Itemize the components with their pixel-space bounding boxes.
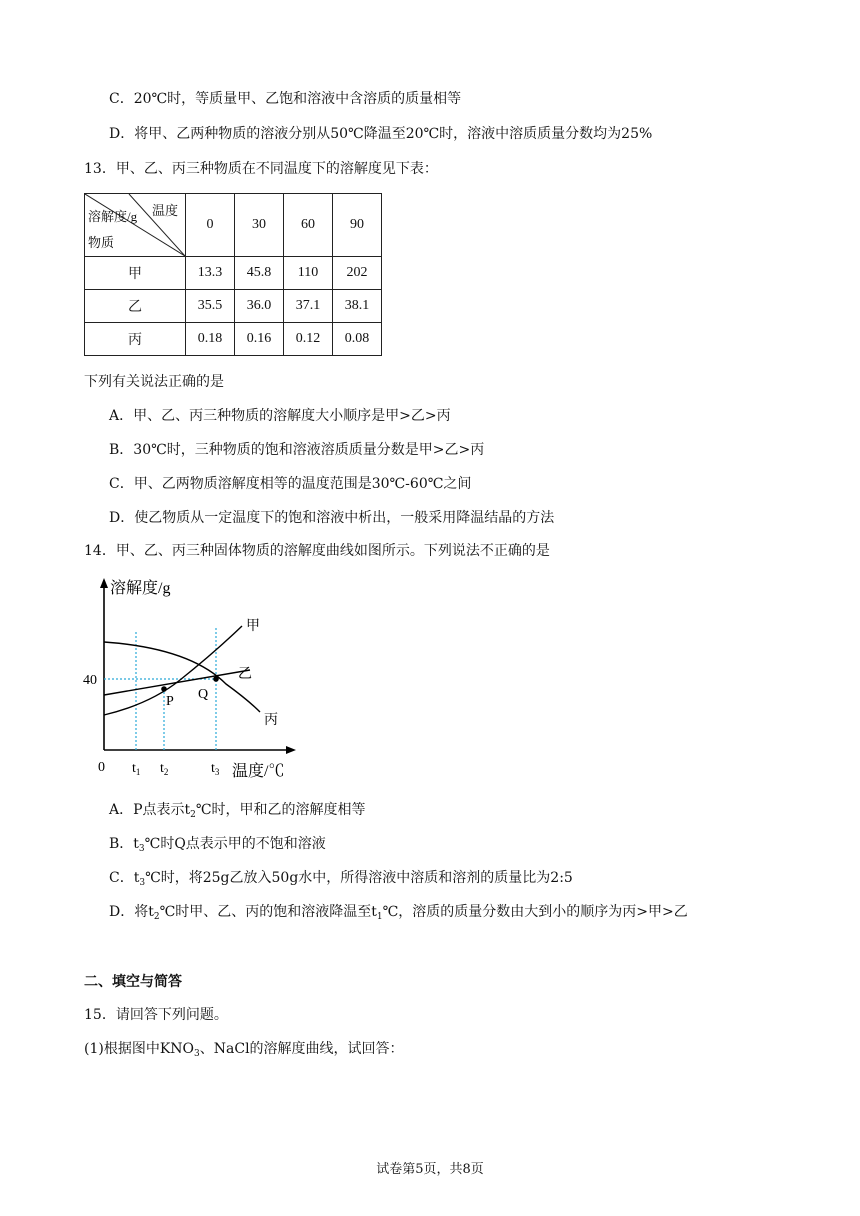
q13-option-d: D．使乙物质从一定温度下的饱和溶液中析出，一般采用降温结晶的方法 xyxy=(109,510,555,526)
q12-option-c: C．20℃时，等质量甲、乙饱和溶液中含溶质的质量相等 xyxy=(109,91,462,107)
curve-bing xyxy=(104,642,260,712)
q14-option-d: D．将$t_2℃$时甲、乙、丙的饱和溶液降温至$t_1℃$，溶质的质量分数由大到小的顺序为丙>甲>乙 xyxy=(109,904,688,922)
series-label-jia: 甲 xyxy=(246,619,260,634)
x-axis-label: 温度/℃ xyxy=(232,763,285,780)
table-cell: 36.0 xyxy=(235,290,284,323)
series-label-yi: 乙 xyxy=(238,667,252,682)
substance-name: 丙 xyxy=(85,323,186,356)
q13-option-b: B．30℃时，三种物质的饱和溶液溶质质量分数是甲>乙>丙 xyxy=(109,442,485,458)
temp-header: 60 xyxy=(284,194,333,257)
x-tick-t2: $t_2$ xyxy=(160,761,169,777)
solubility-curve-chart xyxy=(80,572,310,782)
q14-option-b: B．$t_3℃$时Q点表示甲的不饱和溶液 xyxy=(109,836,326,854)
temp-header: 0 xyxy=(186,194,235,257)
origin-label: 0 xyxy=(98,760,105,775)
x-tick-t3: $t_3$ xyxy=(211,761,220,777)
table-corner-cell xyxy=(85,194,186,257)
table-header-row xyxy=(85,194,382,257)
q13-option-c: C．甲、乙两物质溶解度相等的温度范围是30℃-60℃之间 xyxy=(109,476,472,492)
series-label-bing: 丙 xyxy=(264,713,278,728)
table-cell: 38.1 xyxy=(333,290,382,323)
page-footer: 试卷第5页，共8页 xyxy=(376,1162,484,1177)
table-row xyxy=(85,257,382,290)
q15-part1: (1)根据图中$KNO_3$、NaCl的溶解度曲线，试回答： xyxy=(84,1041,404,1059)
table-cell: 202 xyxy=(333,257,382,290)
y-axis-arrow xyxy=(100,578,108,588)
table-cell: 37.1 xyxy=(284,290,333,323)
x-tick-t1: $t_1$ xyxy=(132,761,141,777)
table-cell: 110 xyxy=(284,257,333,290)
q14-option-c: C．$t_3℃$时，将25g乙放入50g水中，所得溶液中溶质和溶剂的质量比为2:5 xyxy=(109,870,573,888)
table-cell: 0.16 xyxy=(235,323,284,356)
table-cell: 13.3 xyxy=(186,257,235,290)
table-cell: 0.08 xyxy=(333,323,382,356)
temp-header: 90 xyxy=(333,194,382,257)
table-cell: 0.18 xyxy=(186,323,235,356)
q13-option-a: A．甲、乙、丙三种物质的溶解度大小顺序是甲>乙>丙 xyxy=(109,408,451,424)
x-axis-arrow xyxy=(286,746,296,754)
solubility-table xyxy=(84,193,382,356)
table-cell: 35.5 xyxy=(186,290,235,323)
table-row xyxy=(85,323,382,356)
q13-stem: 13．甲、乙、丙三种物质在不同温度下的溶解度见下表： xyxy=(84,161,438,177)
table-cell: 45.8 xyxy=(235,257,284,290)
corner-temperature-label: 温度 xyxy=(152,203,179,218)
substance-name: 乙 xyxy=(85,290,186,323)
table-row xyxy=(85,290,382,323)
section-title: 二、填空与简答 xyxy=(84,974,182,990)
point-q xyxy=(213,676,219,682)
q15-stem: 15．请回答下列问题。 xyxy=(84,1007,228,1023)
y-axis-label: 溶解度/g xyxy=(110,580,171,597)
corner-substance-label: 物质 xyxy=(88,235,115,250)
q14-stem: 14．甲、乙、丙三种固体物质的溶解度曲线如图所示。下列说法不正确的是 xyxy=(84,543,550,559)
q13-prompt: 下列有关说法正确的是 xyxy=(84,374,224,390)
point-p xyxy=(161,686,167,692)
point-label-p: P xyxy=(166,694,174,709)
curve-yi xyxy=(104,670,250,695)
temp-header: 30 xyxy=(235,194,284,257)
q14-option-a: A．P点表示$t_2℃$时，甲和乙的溶解度相等 xyxy=(109,802,366,820)
point-label-q: Q xyxy=(198,687,209,702)
substance-name: 甲 xyxy=(85,257,186,290)
q12-option-d: D．将甲、乙两种物质的溶液分别从50℃降温至20℃时，溶液中溶质质量分数均为25% xyxy=(109,126,653,142)
table-cell: 0.12 xyxy=(284,323,333,356)
y-tick-40: 40 xyxy=(83,673,97,688)
corner-solubility-label: 溶解度/g xyxy=(88,209,138,224)
